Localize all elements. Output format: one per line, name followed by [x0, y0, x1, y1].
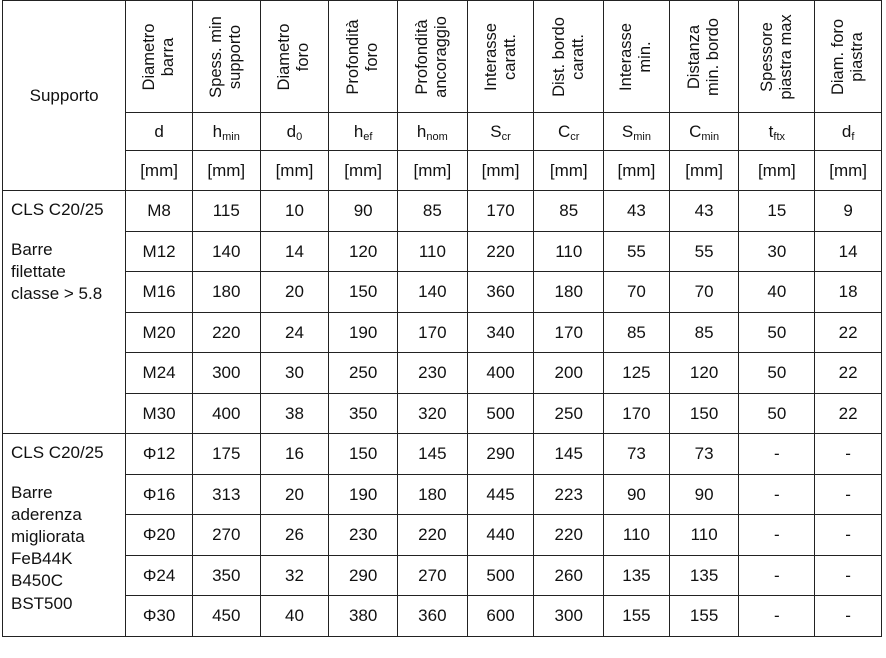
cell-char-edge-distance: 170: [534, 312, 604, 353]
cell-hole-depth: 230: [329, 515, 398, 556]
cell-hole-depth: 380: [329, 596, 398, 637]
support-header: Supporto: [3, 1, 126, 191]
cell-max-plate-thickness: 40: [739, 272, 815, 313]
unit-min-spacing: [mm]: [604, 151, 670, 191]
cell-max-plate-thickness: 50: [739, 353, 815, 394]
header-char-spacing: [467, 1, 534, 113]
cell-hole-diameter: 16: [260, 434, 329, 475]
cell-min-edge-distance: 70: [669, 272, 739, 313]
cell-min-support-thickness: 450: [192, 596, 260, 637]
cell-char-spacing: 360: [467, 272, 534, 313]
cell-hole-diameter: 10: [260, 191, 329, 232]
cell-min-edge-distance: 120: [669, 353, 739, 394]
anchor-specs-table: [2, 0, 882, 637]
table-row: [3, 272, 882, 313]
cell-min-support-thickness: 140: [192, 231, 260, 272]
header-label: Distanza min. bordo: [685, 17, 723, 96]
cell-hole-diameter: 38: [260, 393, 329, 434]
cell-anchor-depth: 140: [398, 272, 468, 313]
cell-min-spacing: 110: [604, 515, 670, 556]
table-row: [3, 353, 882, 394]
header-bar-diameter: [126, 1, 193, 113]
cell-char-edge-distance: 300: [534, 596, 604, 637]
cell-anchor-depth: 110: [398, 231, 468, 272]
cell-char-edge-distance: 110: [534, 231, 604, 272]
cell-hole-diameter: 20: [260, 474, 329, 515]
header-plate-hole-diameter: [815, 1, 882, 113]
cell-plate-hole-diameter: 22: [815, 353, 882, 394]
cell-anchor-depth: 360: [398, 596, 468, 637]
cell-char-spacing: 220: [467, 231, 534, 272]
cell-hole-depth: 190: [329, 474, 398, 515]
cell-hole-diameter: 26: [260, 515, 329, 556]
cell-anchor-depth: 145: [398, 434, 468, 475]
cell-bar-diameter: M30: [126, 393, 193, 434]
cell-min-edge-distance: 85: [669, 312, 739, 353]
cell-min-edge-distance: 155: [669, 596, 739, 637]
cell-min-spacing: 135: [604, 555, 670, 596]
table-row: [3, 231, 882, 272]
cell-char-edge-distance: 220: [534, 515, 604, 556]
cell-bar-diameter: M8: [126, 191, 193, 232]
symbol-anchor-depth: $h_{nom}$: [398, 113, 468, 151]
table-row: [3, 393, 882, 434]
header-anchor-depth: [398, 1, 468, 113]
unit-max-plate-thickness: [mm]: [739, 151, 815, 191]
cell-max-plate-thickness: -: [739, 474, 815, 515]
unit-plate-hole-diameter: [mm]: [815, 151, 882, 191]
cell-char-edge-distance: 223: [534, 474, 604, 515]
header-hole-depth: [329, 1, 398, 113]
cell-min-edge-distance: 55: [669, 231, 739, 272]
cell-char-edge-distance: 250: [534, 393, 604, 434]
cell-min-support-thickness: 115: [192, 191, 260, 232]
cell-hole-depth: 90: [329, 191, 398, 232]
cell-max-plate-thickness: -: [739, 596, 815, 637]
cell-char-spacing: 445: [467, 474, 534, 515]
cell-min-support-thickness: 175: [192, 434, 260, 475]
cell-char-edge-distance: 200: [534, 353, 604, 394]
cell-min-spacing: 90: [604, 474, 670, 515]
cell-char-edge-distance: 180: [534, 272, 604, 313]
cell-max-plate-thickness: 50: [739, 393, 815, 434]
header-label: Diam. foro piastra: [829, 18, 867, 95]
cell-anchor-depth: 220: [398, 515, 468, 556]
cell-hole-depth: 250: [329, 353, 398, 394]
unit-char-edge-distance: [mm]: [534, 151, 604, 191]
header-label: Profondità ancoraggio: [413, 15, 451, 98]
cell-bar-diameter: Φ30: [126, 596, 193, 637]
cell-plate-hole-diameter: 22: [815, 393, 882, 434]
cell-char-spacing: 500: [467, 393, 534, 434]
cell-plate-hole-diameter: -: [815, 474, 882, 515]
cell-anchor-depth: 320: [398, 393, 468, 434]
cell-max-plate-thickness: -: [739, 555, 815, 596]
cell-char-spacing: 290: [467, 434, 534, 475]
threaded-bars-support-cell: CLS C20/25 Barre filettate classe > 5.8: [3, 191, 126, 434]
symbol-hole-diameter: $d_0$: [260, 113, 329, 151]
cell-char-spacing: 170: [467, 191, 534, 232]
symbol-min-support-thickness: $h_{min}$: [192, 113, 260, 151]
cell-bar-diameter: Φ12: [126, 434, 193, 475]
unit-min-support-thickness: [mm]: [192, 151, 260, 191]
cell-min-spacing: 170: [604, 393, 670, 434]
cell-char-edge-distance: 85: [534, 191, 604, 232]
unit-min-edge-distance: [mm]: [669, 151, 739, 191]
cell-min-spacing: 85: [604, 312, 670, 353]
symbol-min-edge-distance: $C_{min}$: [669, 113, 739, 151]
cell-hole-diameter: 30: [260, 353, 329, 394]
cell-min-edge-distance: 135: [669, 555, 739, 596]
cell-char-spacing: 440: [467, 515, 534, 556]
cell-min-spacing: 125: [604, 353, 670, 394]
cell-bar-diameter: M16: [126, 272, 193, 313]
cell-char-spacing: 340: [467, 312, 534, 353]
header-label: Spessore piastra max: [757, 13, 795, 100]
cell-min-spacing: 73: [604, 434, 670, 475]
cell-bar-diameter: M12: [126, 231, 193, 272]
cell-max-plate-thickness: -: [739, 434, 815, 475]
cell-bar-diameter: Φ20: [126, 515, 193, 556]
table-row: [3, 474, 882, 515]
symbol-bar-diameter: d: [126, 113, 193, 151]
cell-max-plate-thickness: -: [739, 515, 815, 556]
table-row: [3, 596, 882, 637]
symbol-plate-hole-diameter: $d_f$: [815, 113, 882, 151]
header-label: Interasse caratt.: [481, 22, 519, 91]
header-char-edge-distance: [534, 1, 604, 113]
cell-hole-depth: 350: [329, 393, 398, 434]
unit-char-spacing: [mm]: [467, 151, 534, 191]
cell-hole-diameter: 20: [260, 272, 329, 313]
header-min-spacing: [604, 1, 670, 113]
cell-hole-depth: 290: [329, 555, 398, 596]
cell-char-edge-distance: 260: [534, 555, 604, 596]
unit-hole-diameter: [mm]: [260, 151, 329, 191]
cell-min-edge-distance: 110: [669, 515, 739, 556]
cell-plate-hole-diameter: -: [815, 515, 882, 556]
header-max-plate-thickness: [739, 1, 815, 113]
cell-min-spacing: 43: [604, 191, 670, 232]
cell-min-edge-distance: 43: [669, 191, 739, 232]
cell-bar-diameter: M24: [126, 353, 193, 394]
cell-bar-diameter: M20: [126, 312, 193, 353]
cell-anchor-depth: 230: [398, 353, 468, 394]
header-label: Diametro barra: [140, 23, 178, 90]
table-row: [3, 555, 882, 596]
cell-min-spacing: 55: [604, 231, 670, 272]
cell-min-support-thickness: 400: [192, 393, 260, 434]
cell-anchor-depth: 170: [398, 312, 468, 353]
header-label: Diametro foro: [275, 23, 313, 90]
cell-min-support-thickness: 180: [192, 272, 260, 313]
cell-min-support-thickness: 270: [192, 515, 260, 556]
cell-min-edge-distance: 73: [669, 434, 739, 475]
symbol-min-spacing: $S_{min}$: [604, 113, 670, 151]
cell-char-spacing: 500: [467, 555, 534, 596]
cell-bar-diameter: Φ24: [126, 555, 193, 596]
rebar-support-cell: CLS C20/25 Barre aderenza migliorata FeB44K B450C BST500: [3, 434, 126, 637]
cell-hole-depth: 150: [329, 272, 398, 313]
table-row: [3, 312, 882, 353]
cell-plate-hole-diameter: -: [815, 434, 882, 475]
symbol-hole-depth: $h_{ef}$: [329, 113, 398, 151]
header-row: [3, 1, 882, 113]
cell-plate-hole-diameter: 9: [815, 191, 882, 232]
symbol-max-plate-thickness: $t_{ftx}$: [739, 113, 815, 151]
cell-plate-hole-diameter: 22: [815, 312, 882, 353]
cell-bar-diameter: Φ16: [126, 474, 193, 515]
cell-max-plate-thickness: 30: [739, 231, 815, 272]
cell-min-support-thickness: 313: [192, 474, 260, 515]
cell-hole-diameter: 40: [260, 596, 329, 637]
cell-plate-hole-diameter: 14: [815, 231, 882, 272]
cell-hole-diameter: 24: [260, 312, 329, 353]
cell-hole-diameter: 32: [260, 555, 329, 596]
cell-hole-depth: 120: [329, 231, 398, 272]
cell-hole-depth: 150: [329, 434, 398, 475]
cell-char-edge-distance: 145: [534, 434, 604, 475]
table-row: [3, 434, 882, 475]
unit-anchor-depth: [mm]: [398, 151, 468, 191]
header-hole-diameter: [260, 1, 329, 113]
cell-min-support-thickness: 300: [192, 353, 260, 394]
header-label: Interasse min.: [617, 22, 655, 91]
unit-row: [3, 151, 882, 191]
cell-char-spacing: 600: [467, 596, 534, 637]
symbol-row: [3, 113, 882, 151]
cell-plate-hole-diameter: -: [815, 596, 882, 637]
cell-min-edge-distance: 150: [669, 393, 739, 434]
table-row: [3, 191, 882, 232]
cell-char-spacing: 400: [467, 353, 534, 394]
cell-min-support-thickness: 350: [192, 555, 260, 596]
cell-max-plate-thickness: 50: [739, 312, 815, 353]
cell-hole-diameter: 14: [260, 231, 329, 272]
cell-anchor-depth: 270: [398, 555, 468, 596]
cell-anchor-depth: 180: [398, 474, 468, 515]
unit-hole-depth: [mm]: [329, 151, 398, 191]
cell-anchor-depth: 85: [398, 191, 468, 232]
cell-max-plate-thickness: 15: [739, 191, 815, 232]
header-min-edge-distance: [669, 1, 739, 113]
header-label: Dist. bordo caratt.: [549, 16, 587, 97]
header-label: Profondità foro: [344, 18, 382, 95]
cell-plate-hole-diameter: 18: [815, 272, 882, 313]
header-min-support-thickness: [192, 1, 260, 113]
cell-min-spacing: 70: [604, 272, 670, 313]
symbol-char-edge-distance: $C_{cr}$: [534, 113, 604, 151]
cell-min-support-thickness: 220: [192, 312, 260, 353]
cell-hole-depth: 190: [329, 312, 398, 353]
cell-min-edge-distance: 90: [669, 474, 739, 515]
symbol-char-spacing: $S_{cr}$: [467, 113, 534, 151]
table-row: [3, 515, 882, 556]
cell-plate-hole-diameter: -: [815, 555, 882, 596]
cell-min-spacing: 155: [604, 596, 670, 637]
header-label: Spess. min supporto: [207, 15, 245, 98]
unit-bar-diameter: [mm]: [126, 151, 193, 191]
